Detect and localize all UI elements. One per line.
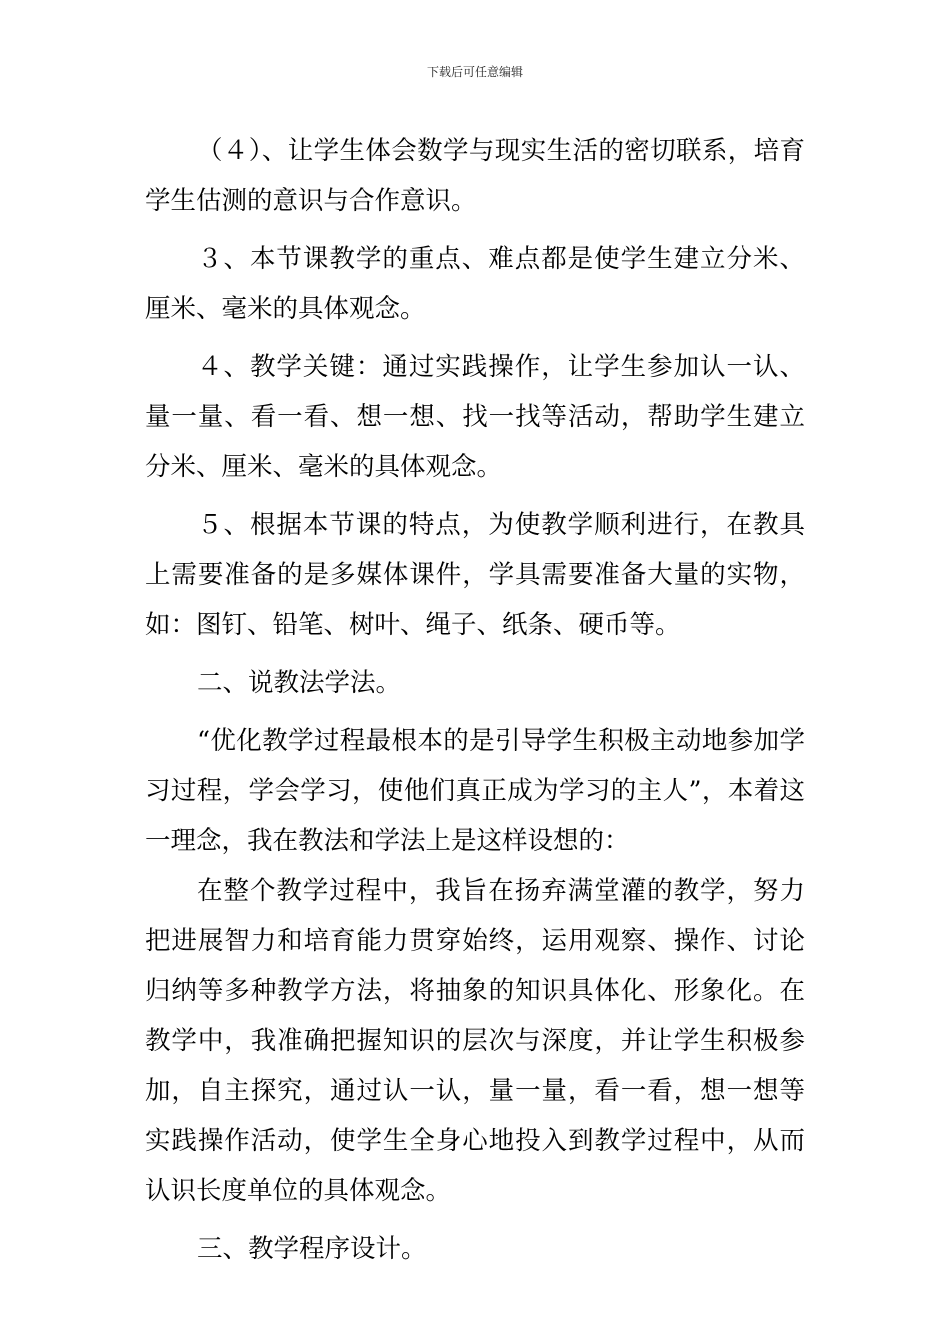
paragraph-preparation: ５、根据本节课的特点，为使教学顺利进行，在教具上需要准备的是多媒体课件，学具需要准备大量的实物，如：图钉、铅笔、树叶、绳子、纸条、硬币等。 [145, 510, 805, 640]
paragraph-quote: “优化教学过程最根本的是引导学生积极主动地参加学习过程，学会学习，使他们真正成为学习的主人”，本着这一理念，我在教法和学法上是这样设想的： [145, 726, 805, 856]
section-heading-methods: 二、说教法学法。 [197, 668, 402, 698]
paragraph-objective-4: （４）、让学生体会数学与现实生活的密切联系，培育学生估测的意识与合作意识。 [145, 136, 805, 216]
paragraph-methods-detail: 在整个教学过程中，我旨在扬弃满堂灌的教学，努力把进展智力和培育能力贯穿始终，运用观察、操作、讨论归纳等多种教学方法，将抽象的知识具体化、形象化。在教学中，我准确把握知识的层次与深度，并让学生积极参加，自主探究，通过认一认，量一量，看一看，想一想等实践操作活动，使学生全身心地投入到教学过程中，从而认识长度单位的具体观念。 [145, 876, 805, 1206]
page-header: 下载后可任意编辑 [426, 65, 523, 79]
paragraph-teaching-key: ４、教学关键：通过实践操作，让学生参加认一认、量一量、看一看、想一想、找一找等活动，帮助学生建立分米、厘米、毫米的具体观念。 [145, 352, 805, 482]
section-heading-procedure: 三、教学程序设计。 [197, 1234, 427, 1264]
paragraph-key-difficulty: ３、本节课教学的重点、难点都是使学生建立分米、厘米、毫米的具体观念。 [145, 244, 805, 324]
document-body [145, 126, 805, 1282]
